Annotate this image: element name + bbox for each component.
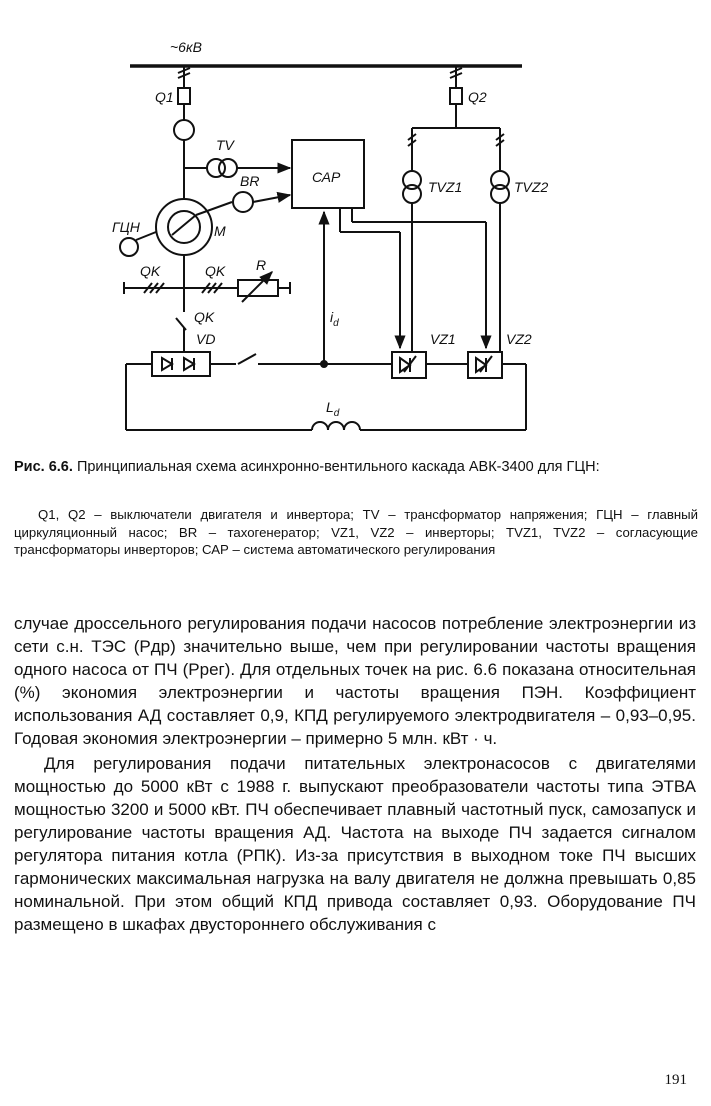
label-vd: VD	[196, 331, 216, 347]
figure-legend: Q1, Q2 – выключатели двигателя и инвертора; TV – трансформатор напряжения; ГЦН – главный циркуляционный насос; BR – тахогенератор; VZ1, VZ2 – инверторы; TVZ1, TVZ2 – согласующие трансформаторы инверторов; САР – система автоматического регулирования	[14, 507, 698, 557]
current-transformer-q1	[174, 120, 194, 140]
label-m: M	[214, 223, 226, 239]
figure-caption-text: Принципиальная схема асинхронно-вентильного каскада АВК-3400 для ГЦН:	[76, 459, 600, 475]
label-qk-right: QK	[205, 263, 226, 279]
label-q1: Q1	[155, 89, 174, 105]
label-tvz2: TVZ2	[514, 179, 549, 195]
label-r: R	[256, 257, 267, 273]
label-voltage: ~6кВ	[170, 39, 202, 55]
label-ld: $L_d$	[326, 399, 340, 419]
circuit-diagram	[0, 0, 711, 450]
body-text	[14, 612, 696, 936]
q2-breaker	[450, 88, 462, 104]
label-qk-lower: QK	[194, 309, 215, 325]
paragraph: Для регулирования подачи питательных электронасосов с двигателями мощностью до 5000 кВт с 1988 г. выпускают преобразователи частоты типа ЭТВА мощностью 3200 и 5000 кВт. ПЧ обеспечивает плавный частотный пуск, самозапуск и регулирование частоты вращения АД. Частота на выходе ПЧ задается сигналом регулятора питания котла (РПК). Из-за присутствия в выходном токе ПЧ высших гармонических максимальная нагрузка на валу двигателя не должна превышать 0,85 номинальной. При этом общий КПД привода составляет 0,93. Оборудование ПЧ размещено в шкафах двустороннего обслуживания с	[14, 753, 696, 935]
motor	[156, 199, 212, 255]
label-tvz1: TVZ1	[428, 179, 463, 195]
label-cap: САР	[312, 169, 341, 185]
resistor-r	[238, 280, 278, 296]
figure-label: Рис. 6.6.	[14, 459, 73, 475]
figure-caption	[14, 458, 694, 477]
label-id: $i_d$	[330, 309, 339, 329]
label-vz1: VZ1	[430, 331, 456, 347]
paragraph: случае дроссельного регулирования подачи насосов потребление электроэнергии из сети с.н. ТЭС (Pдр) значительно выше, чем при регулировании частоты вращения одного насоса от ПЧ (Pрег). Для отдельных точек на рис. 6.6 показана относительная (%) экономия электроэнергии и частоты вращения ПЭН. Коэффициент использования АД составляет 0,9, КПД регулируемого электродвигателя – 0,93–0,95. Годовая экономия электроэнергии – примерно 5 млн. кВт · ч.	[14, 614, 696, 749]
q1-breaker	[178, 88, 190, 104]
label-br: BR	[240, 173, 260, 189]
label-tv: TV	[216, 137, 234, 153]
gcn-pump	[120, 238, 138, 256]
vd-rectifier	[152, 352, 210, 376]
label-gcn: ГЦН	[112, 219, 140, 235]
page-number: 191	[664, 1072, 687, 1088]
ld-inductor	[312, 422, 360, 430]
label-q2: Q2	[468, 89, 487, 105]
label-vz2: VZ2	[506, 331, 532, 347]
label-qk-left: QK	[140, 263, 161, 279]
br-tachogenerator	[233, 192, 253, 212]
